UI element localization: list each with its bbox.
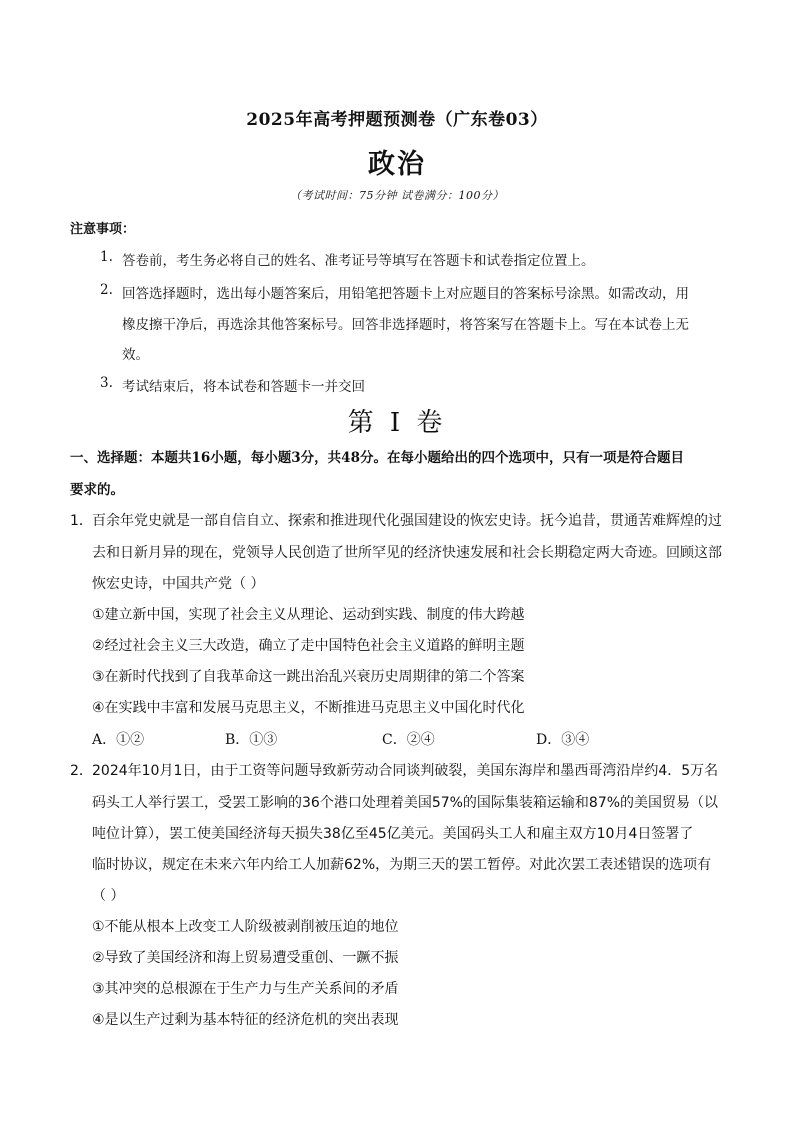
question-stem-line: （ ） [92,888,125,904]
question-stem-line: 2024年10月1日，由于工资等问题导致新劳动合同谈判破裂，美国东海岸和墨西哥湾沿岸约4．5万名 [92,763,719,779]
section-instruction: 要求的。 [70,482,124,498]
answer-choice-d: D．③④ [536,732,590,748]
section-title: 第 I 卷 [347,408,447,438]
question-number: 2． [70,763,93,779]
subject-title: 政治 [368,149,426,180]
question-stem-line: 百余年党史就是一部自信自立、探索和推进现代化强国建设的恢宏史诗。抚今追昔，贯通苦难辉煌的过 [92,513,722,529]
notice-item-text: 考试结束后，将本试卷和答题卡一并交回 [122,379,365,395]
notice-item-text: 效。 [122,347,149,363]
question-stem-line: 码头工人举行罢工，受罢工影响的36个港口处理着美国57%的国际集装箱运输和87%的美国贸易（以 [92,795,719,811]
question-stem-line: 临时协议，规定在未来六年内给工人加薪62%，为期三天的罢工暂停。对此次罢工表述错误的选项有 [92,857,712,873]
notice-item-text: 回答选择题时，选出每小题答案后，用铅笔把答题卡上对应题目的答案标号涂黑。如需改动，用 [122,286,689,302]
exam-title: 2025年高考押题预测卷（广东卷03） [246,110,548,130]
notice-item-number: 1. [100,249,113,265]
question-statement: ②经过社会主义三大改造，确立了走中国特色社会主义道路的鲜明主题 [92,638,525,654]
question-stem-line: 吨位计算），罢工使美国经济每天损失38亿至45亿美元。美国码头工人和雇主双方10月4日签署了 [92,826,694,842]
question-statement: ①建立新中国，实现了社会主义从理论、运动到实践、制度的伟大跨越 [92,607,525,623]
question-statement: ①不能从根本上改变工人阶级被剥削被压迫的地位 [92,919,399,935]
exam-info: （考试时间：75分钟 试卷满分：100分） [290,189,504,202]
question-statement: ③在新时代找到了自我革命这一跳出治乱兴衰历史周期律的第二个答案 [92,669,525,685]
question-statement: ④是以生产过剩为基本特征的经济危机的突出表现 [92,1012,399,1028]
notice-item-number: 2. [100,282,113,298]
notice-heading: 注意事项： [70,222,136,237]
section-instruction: 一、选择题：本题共16小题，每小题3分，共48分。在每小题给出的四个选项中，只有一项是符合题目 [70,450,684,466]
question-statement: ④在实践中丰富和发展马克思主义，不断推进马克思主义中国化时代化 [92,700,525,716]
question-stem-line: 去和日新月异的现在，党领导人民创造了世所罕见的经济快速发展和社会长期稳定两大奇迹。回顾这部 [92,545,722,561]
question-stem-line: 恢宏史诗，中国共产党（ ） [92,576,265,592]
notice-item-text: 橡皮擦干净后，再选涂其他答案标号。回答非选择题时，将答案写在答题卡上。写在本试卷上无 [122,317,689,333]
answer-choice-c: C．②④ [382,732,435,748]
question-number: 1． [70,513,93,529]
answer-choice-a: A．①② [92,732,145,748]
question-statement: ②导致了美国经济和海上贸易遭受重创、一蹶不振 [92,950,399,966]
notice-item-number: 3. [100,375,113,391]
question-statement: ③其冲突的总根源在于生产力与生产关系间的矛盾 [92,981,399,997]
notice-item-text: 答卷前，考生务必将自己的姓名、准考证号等填写在答题卡和试卷指定位置上。 [122,253,595,269]
answer-choice-b: B．①③ [225,732,278,748]
